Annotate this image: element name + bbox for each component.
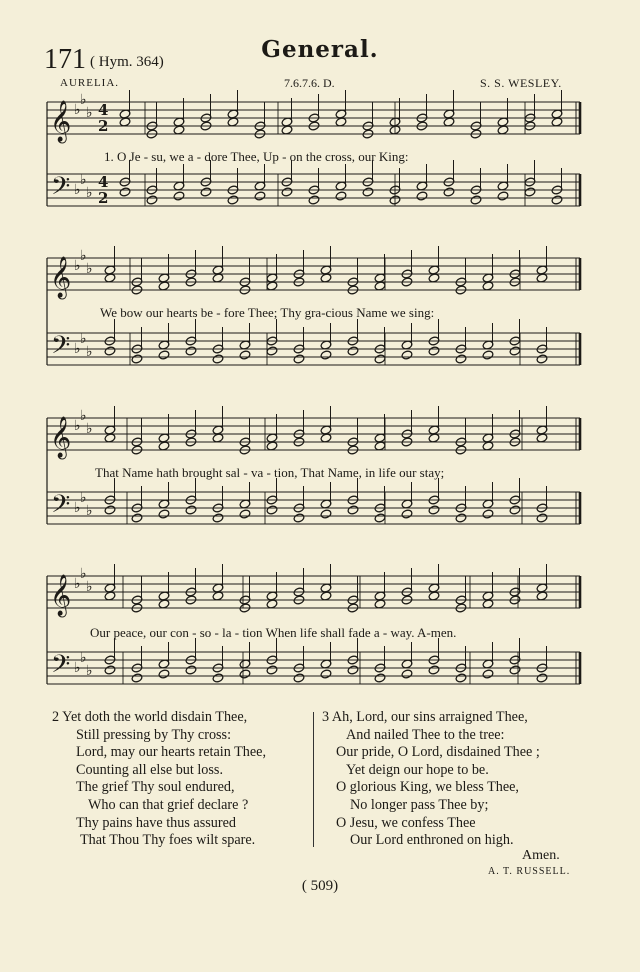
note-head <box>131 513 143 523</box>
lyric-line-2: We bow our hearts be - fore Thee; Thy gra-cious Name we sing: <box>100 305 435 320</box>
note-head <box>266 665 278 675</box>
note-head <box>347 665 359 675</box>
verse-2-line: Thy pains have thus assured <box>76 814 236 831</box>
note-head <box>320 669 332 679</box>
note-head <box>524 187 536 197</box>
note-head <box>266 346 278 356</box>
verse-3-line: O glorious King, we bless Thee, <box>336 779 519 796</box>
note-head <box>104 346 116 356</box>
note-head <box>374 354 386 364</box>
note-head <box>536 354 548 364</box>
verse-divider <box>313 712 314 847</box>
flat-sign: ♭ <box>86 663 93 679</box>
time-signature: 2 <box>98 117 109 135</box>
note-head <box>335 191 347 201</box>
note-head <box>443 187 455 197</box>
note-head <box>146 195 158 205</box>
note-head <box>239 509 251 519</box>
note-head <box>536 513 548 523</box>
verse-2-line: Who can that grief declare ? <box>88 796 249 813</box>
note-head <box>173 191 185 201</box>
note-head <box>320 350 332 360</box>
flat-sign: ♭ <box>74 418 81 434</box>
note-head <box>212 354 224 364</box>
meter: 7.6.7.6. D. <box>284 76 335 90</box>
verse-3-line: And nailed Thee to the tree: <box>346 726 505 743</box>
verse-2-line: That Thou Thy foes wilt spare. <box>80 832 256 849</box>
lyric-line-3: That Name hath brought sal - va - tion, That Name, in life our stay; <box>95 465 445 480</box>
note-head <box>347 346 359 356</box>
flat-sign: ♭ <box>86 421 93 437</box>
note-head <box>119 187 131 197</box>
note-head <box>158 509 170 519</box>
note-head <box>401 350 413 360</box>
verse-3-line: Yet deign our hope to be. <box>346 761 489 778</box>
verse-2-line: Still pressing by Thy cross: <box>76 726 232 743</box>
note-head <box>239 350 251 360</box>
flat-sign: ♭ <box>74 102 81 118</box>
note-head <box>536 673 548 683</box>
flat-sign: ♭ <box>80 92 87 108</box>
flat-sign: ♭ <box>80 566 87 582</box>
note-head <box>293 513 305 523</box>
note-head <box>239 669 251 679</box>
verse-2-line: 2 Yet doth the world disdain Thee, <box>52 709 248 725</box>
flat-sign: ♭ <box>86 261 93 277</box>
note-head <box>509 665 521 675</box>
note-head <box>212 673 224 683</box>
note-head <box>509 346 521 356</box>
verse-3-line: No longer pass Thee by; <box>350 796 489 813</box>
hymn-number: 171 <box>44 44 86 75</box>
note-head <box>428 346 440 356</box>
note-head <box>131 673 143 683</box>
note-head <box>482 509 494 519</box>
bass-clef: 𝄢 <box>51 172 71 207</box>
note-head <box>401 509 413 519</box>
flat-sign: ♭ <box>86 503 93 519</box>
verse-2-line: Lord, may our hearts retain Thee, <box>76 744 267 761</box>
note-head <box>362 187 374 197</box>
note-head <box>455 354 467 364</box>
lyric-line-4: Our peace, our con - so - la - tion When life shall fade a - way. A-men. <box>90 625 457 640</box>
flat-sign: ♭ <box>80 248 87 264</box>
note-head <box>455 673 467 683</box>
flat-sign: ♭ <box>74 182 81 198</box>
note-head <box>374 673 386 683</box>
tune-name: AURELIA. <box>60 77 120 89</box>
note-head <box>293 354 305 364</box>
note-head <box>212 513 224 523</box>
composer: S. S. WESLEY. <box>480 76 562 90</box>
verse-2-line: Counting all else but loss. <box>76 761 223 778</box>
note-head <box>374 513 386 523</box>
note-head <box>428 665 440 675</box>
flat-sign: ♭ <box>86 185 93 201</box>
flat-sign: ♭ <box>74 660 81 676</box>
treble-clef: 𝄞 <box>50 101 72 142</box>
verse-3-line: 3 Ah, Lord, our sins arraigned Thee, <box>322 709 528 725</box>
note-head <box>320 509 332 519</box>
treble-clef: 𝄞 <box>50 575 72 616</box>
treble-clef: 𝄞 <box>50 257 72 298</box>
time-signature: 4 <box>98 101 109 119</box>
hymn-reference: ( Hym. 364) <box>90 54 164 70</box>
note-head <box>227 195 239 205</box>
note-head <box>551 195 563 205</box>
flat-sign: ♭ <box>80 331 87 347</box>
verse-2 <box>52 709 266 850</box>
flat-sign: ♭ <box>80 172 87 188</box>
flat-sign: ♭ <box>86 105 93 121</box>
note-head <box>428 505 440 515</box>
note-head <box>470 195 482 205</box>
author: A. T. RUSSELL. <box>488 866 571 877</box>
note-head <box>158 350 170 360</box>
note-head <box>185 665 197 675</box>
amen-text: Amen. <box>522 848 560 863</box>
verse-3-line: Our Lord enthroned on high. <box>350 832 514 849</box>
note-head <box>254 191 266 201</box>
note-head <box>158 669 170 679</box>
bass-clef: 𝄢 <box>51 331 71 366</box>
note-head <box>482 350 494 360</box>
section-title: General. <box>261 36 379 63</box>
note-head <box>185 346 197 356</box>
flat-sign: ♭ <box>74 576 81 592</box>
flat-sign: ♭ <box>80 408 87 424</box>
treble-clef: 𝄞 <box>50 417 72 458</box>
note-head <box>266 505 278 515</box>
note-head <box>401 669 413 679</box>
lyric-line-1: 1. O Je - su, we a - dore Thee, Up - on the cross, our King: <box>104 149 409 164</box>
note-head <box>104 665 116 675</box>
note-head <box>131 354 143 364</box>
flat-sign: ♭ <box>74 341 81 357</box>
note-head <box>347 505 359 515</box>
bass-clef: 𝄢 <box>51 490 71 525</box>
verse-2-line: The grief Thy soul endured, <box>76 779 235 796</box>
flat-sign: ♭ <box>86 579 93 595</box>
note-head <box>497 191 509 201</box>
bass-clef: 𝄢 <box>51 650 71 685</box>
note-head <box>200 187 212 197</box>
flat-sign: ♭ <box>86 344 93 360</box>
flat-sign: ♭ <box>80 490 87 506</box>
note-head <box>509 505 521 515</box>
note-head <box>293 673 305 683</box>
flat-sign: ♭ <box>74 258 81 274</box>
note-head <box>185 505 197 515</box>
note-head <box>104 505 116 515</box>
verse-3-line: Our pride, O Lord, disdained Thee ; <box>336 744 540 761</box>
note-head <box>308 195 320 205</box>
time-signature: 2 <box>98 189 109 207</box>
flat-sign: ♭ <box>74 500 81 516</box>
verse-3 <box>322 709 540 850</box>
flat-sign: ♭ <box>80 650 87 666</box>
page-number: ( 509) <box>301 878 339 894</box>
note-head <box>455 513 467 523</box>
time-signature: 4 <box>98 173 109 191</box>
note-head <box>482 669 494 679</box>
note-head <box>281 187 293 197</box>
note-head <box>416 191 428 201</box>
verse-3-line: O Jesu, we confess Thee <box>336 814 476 831</box>
